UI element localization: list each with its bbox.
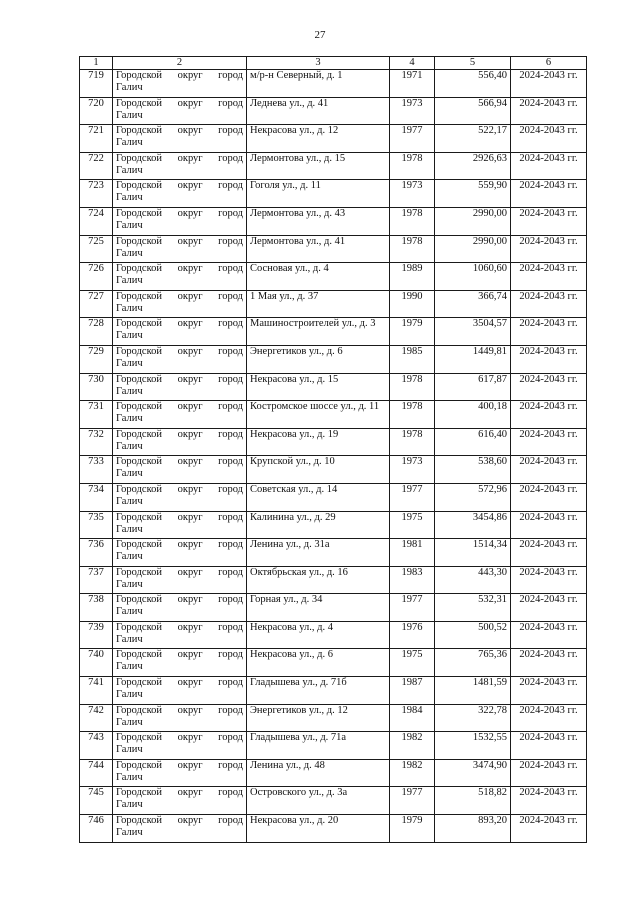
address-cell: Некрасова ул., д. 4 — [247, 621, 390, 649]
row-number: 736 — [80, 539, 113, 567]
area-cell: 400,18 — [435, 401, 511, 429]
table-row — [80, 511, 587, 539]
address-cell: Ленина ул., д. 48 — [247, 759, 390, 787]
year-cell: 1982 — [390, 732, 435, 760]
municipality-cell: Городской округ город Галич — [113, 649, 247, 677]
municipality-cell: Городской округ город Галич — [113, 677, 247, 705]
area-cell: 765,36 — [435, 649, 511, 677]
row-number: 731 — [80, 401, 113, 429]
period-cell: 2024-2043 гг. — [511, 732, 587, 760]
address-cell: 1 Мая ул., д. 37 — [247, 290, 390, 318]
table-row — [80, 428, 587, 456]
row-number: 737 — [80, 566, 113, 594]
table-row — [80, 456, 587, 484]
address-cell: Ленина ул., д. 31а — [247, 539, 390, 567]
column-header: 1 — [80, 57, 113, 70]
year-cell: 1978 — [390, 401, 435, 429]
area-cell: 522,17 — [435, 125, 511, 153]
address-cell: Лермонтова ул., д. 41 — [247, 235, 390, 263]
municipality-cell: Городской округ город Галич — [113, 97, 247, 125]
row-number: 732 — [80, 428, 113, 456]
year-cell: 1981 — [390, 539, 435, 567]
row-number: 729 — [80, 345, 113, 373]
area-cell: 1449,81 — [435, 345, 511, 373]
address-cell: Некрасова ул., д. 12 — [247, 125, 390, 153]
period-cell: 2024-2043 гг. — [511, 621, 587, 649]
year-cell: 1971 — [390, 70, 435, 98]
address-cell: Калинина ул., д. 29 — [247, 511, 390, 539]
table-row — [80, 759, 587, 787]
row-number: 724 — [80, 207, 113, 235]
table-row — [80, 566, 587, 594]
period-cell: 2024-2043 гг. — [511, 704, 587, 732]
row-number: 721 — [80, 125, 113, 153]
address-cell: Лермонтова ул., д. 15 — [247, 152, 390, 180]
area-cell: 3474,90 — [435, 759, 511, 787]
page-number: 27 — [314, 29, 326, 41]
address-cell: Советская ул., д. 14 — [247, 483, 390, 511]
row-number: 733 — [80, 456, 113, 484]
period-cell: 2024-2043 гг. — [511, 290, 587, 318]
address-cell: Некрасова ул., д. 20 — [247, 815, 390, 843]
area-cell: 566,94 — [435, 97, 511, 125]
period-cell: 2024-2043 гг. — [511, 677, 587, 705]
address-cell: Гладышева ул., д. 71а — [247, 732, 390, 760]
municipality-cell: Городской округ город Галич — [113, 263, 247, 291]
row-number: 739 — [80, 621, 113, 649]
table-row — [80, 263, 587, 291]
year-cell: 1978 — [390, 235, 435, 263]
municipality-cell: Городской округ город Галич — [113, 401, 247, 429]
area-cell: 559,90 — [435, 180, 511, 208]
period-cell: 2024-2043 гг. — [511, 180, 587, 208]
table-row — [80, 649, 587, 677]
year-cell: 1990 — [390, 290, 435, 318]
table-row — [80, 235, 587, 263]
column-header: 5 — [435, 57, 511, 70]
table-row — [80, 677, 587, 705]
period-cell: 2024-2043 гг. — [511, 787, 587, 815]
year-cell: 1975 — [390, 511, 435, 539]
table-row — [80, 732, 587, 760]
period-cell: 2024-2043 гг. — [511, 456, 587, 484]
year-cell: 1987 — [390, 677, 435, 705]
row-number: 738 — [80, 594, 113, 622]
year-cell: 1982 — [390, 759, 435, 787]
year-cell: 1977 — [390, 483, 435, 511]
row-number: 742 — [80, 704, 113, 732]
municipality-cell: Городской округ город Галич — [113, 125, 247, 153]
municipality-cell: Городской округ город Галич — [113, 456, 247, 484]
address-cell: м/р-н Северный, д. 1 — [247, 70, 390, 98]
row-number: 735 — [80, 511, 113, 539]
column-header: 3 — [247, 57, 390, 70]
municipality-cell: Городской округ город Галич — [113, 566, 247, 594]
area-cell: 443,30 — [435, 566, 511, 594]
area-cell: 322,78 — [435, 704, 511, 732]
column-header: 4 — [390, 57, 435, 70]
municipality-cell: Городской округ город Галич — [113, 70, 247, 98]
municipality-cell: Городской округ город Галич — [113, 180, 247, 208]
municipality-cell: Городской округ город Галич — [113, 704, 247, 732]
row-number: 720 — [80, 97, 113, 125]
area-cell: 893,20 — [435, 815, 511, 843]
period-cell: 2024-2043 гг. — [511, 235, 587, 263]
area-cell: 2926,63 — [435, 152, 511, 180]
table-row — [80, 125, 587, 153]
year-cell: 1977 — [390, 125, 435, 153]
period-cell: 2024-2043 гг. — [511, 318, 587, 346]
row-number: 740 — [80, 649, 113, 677]
municipality-cell: Городской округ город Галич — [113, 759, 247, 787]
address-cell: Лермонтова ул., д. 43 — [247, 207, 390, 235]
year-cell: 1983 — [390, 566, 435, 594]
municipality-cell: Городской округ город Галич — [113, 235, 247, 263]
period-cell: 2024-2043 гг. — [511, 152, 587, 180]
period-cell: 2024-2043 гг. — [511, 483, 587, 511]
table-row — [80, 70, 587, 98]
address-cell: Некрасова ул., д. 6 — [247, 649, 390, 677]
table-row — [80, 180, 587, 208]
address-cell: Гладышева ул., д. 71б — [247, 677, 390, 705]
municipality-cell: Городской округ город Галич — [113, 483, 247, 511]
period-cell: 2024-2043 гг. — [511, 345, 587, 373]
address-cell: Гоголя ул., д. 11 — [247, 180, 390, 208]
period-cell: 2024-2043 гг. — [511, 594, 587, 622]
table-row — [80, 539, 587, 567]
area-cell: 1532,55 — [435, 732, 511, 760]
municipality-cell: Городской округ город Галич — [113, 732, 247, 760]
area-cell: 1060,60 — [435, 263, 511, 291]
area-cell: 500,52 — [435, 621, 511, 649]
address-cell: Костромское шоссе ул., д. 11 — [247, 401, 390, 429]
year-cell: 1977 — [390, 787, 435, 815]
period-cell: 2024-2043 гг. — [511, 511, 587, 539]
table-row — [80, 97, 587, 125]
period-cell: 2024-2043 гг. — [511, 428, 587, 456]
year-cell: 1989 — [390, 263, 435, 291]
area-cell: 616,40 — [435, 428, 511, 456]
row-number: 730 — [80, 373, 113, 401]
table-row — [80, 318, 587, 346]
address-cell: Машиностроителей ул., д. 3 — [247, 318, 390, 346]
address-cell: Сосновая ул., д. 4 — [247, 263, 390, 291]
area-cell: 532,31 — [435, 594, 511, 622]
year-cell: 1979 — [390, 815, 435, 843]
row-number: 719 — [80, 70, 113, 98]
area-cell: 2990,00 — [435, 235, 511, 263]
municipality-cell: Городской округ город Галич — [113, 511, 247, 539]
table-row — [80, 152, 587, 180]
address-cell: Энергетиков ул., д. 12 — [247, 704, 390, 732]
table-row — [80, 621, 587, 649]
table-row — [80, 290, 587, 318]
housing-registry-table — [79, 56, 587, 843]
period-cell: 2024-2043 гг. — [511, 566, 587, 594]
municipality-cell: Городской округ город Галич — [113, 318, 247, 346]
period-cell: 2024-2043 гг. — [511, 539, 587, 567]
year-cell: 1978 — [390, 152, 435, 180]
address-cell: Леднева ул., д. 41 — [247, 97, 390, 125]
period-cell: 2024-2043 гг. — [511, 70, 587, 98]
table-row — [80, 483, 587, 511]
row-number: 722 — [80, 152, 113, 180]
table-row — [80, 594, 587, 622]
row-number: 743 — [80, 732, 113, 760]
row-number: 745 — [80, 787, 113, 815]
year-cell: 1976 — [390, 621, 435, 649]
address-cell: Энергетиков ул., д. 6 — [247, 345, 390, 373]
year-cell: 1978 — [390, 428, 435, 456]
address-cell: Некрасова ул., д. 15 — [247, 373, 390, 401]
table-row — [80, 373, 587, 401]
row-number: 727 — [80, 290, 113, 318]
table-header-row — [80, 57, 587, 70]
year-cell: 1979 — [390, 318, 435, 346]
area-cell: 366,74 — [435, 290, 511, 318]
period-cell: 2024-2043 гг. — [511, 649, 587, 677]
period-cell: 2024-2043 гг. — [511, 263, 587, 291]
period-cell: 2024-2043 гг. — [511, 373, 587, 401]
table-row — [80, 787, 587, 815]
area-cell: 1514,34 — [435, 539, 511, 567]
year-cell: 1973 — [390, 180, 435, 208]
municipality-cell: Городской округ город Галич — [113, 787, 247, 815]
row-number: 723 — [80, 180, 113, 208]
municipality-cell: Городской округ город Галич — [113, 207, 247, 235]
municipality-cell: Городской округ город Галич — [113, 621, 247, 649]
municipality-cell: Городской округ город Галич — [113, 539, 247, 567]
year-cell: 1978 — [390, 373, 435, 401]
period-cell: 2024-2043 гг. — [511, 401, 587, 429]
municipality-cell: Городской округ город Галич — [113, 152, 247, 180]
municipality-cell: Городской округ город Галич — [113, 345, 247, 373]
column-header: 2 — [113, 57, 247, 70]
row-number: 741 — [80, 677, 113, 705]
year-cell: 1984 — [390, 704, 435, 732]
address-cell: Островского ул., д. 3а — [247, 787, 390, 815]
table-row — [80, 401, 587, 429]
period-cell: 2024-2043 гг. — [511, 125, 587, 153]
address-cell: Некрасова ул., д. 19 — [247, 428, 390, 456]
address-cell: Крупской ул., д. 10 — [247, 456, 390, 484]
period-cell: 2024-2043 гг. — [511, 759, 587, 787]
row-number: 744 — [80, 759, 113, 787]
municipality-cell: Городской округ город Галич — [113, 290, 247, 318]
area-cell: 538,60 — [435, 456, 511, 484]
year-cell: 1973 — [390, 456, 435, 484]
year-cell: 1978 — [390, 207, 435, 235]
year-cell: 1985 — [390, 345, 435, 373]
table-row — [80, 207, 587, 235]
year-cell: 1973 — [390, 97, 435, 125]
year-cell: 1977 — [390, 594, 435, 622]
area-cell: 617,87 — [435, 373, 511, 401]
period-cell: 2024-2043 гг. — [511, 97, 587, 125]
area-cell: 556,40 — [435, 70, 511, 98]
table-row — [80, 345, 587, 373]
area-cell: 518,82 — [435, 787, 511, 815]
table-row — [80, 704, 587, 732]
row-number: 734 — [80, 483, 113, 511]
address-cell: Горная ул., д. 34 — [247, 594, 390, 622]
address-cell: Октябрьская ул., д. 16 — [247, 566, 390, 594]
municipality-cell: Городской округ город Галич — [113, 594, 247, 622]
period-cell: 2024-2043 гг. — [511, 815, 587, 843]
municipality-cell: Городской округ город Галич — [113, 373, 247, 401]
municipality-cell: Городской округ город Галич — [113, 428, 247, 456]
row-number: 746 — [80, 815, 113, 843]
row-number: 728 — [80, 318, 113, 346]
area-cell: 572,96 — [435, 483, 511, 511]
table-row — [80, 815, 587, 843]
year-cell: 1975 — [390, 649, 435, 677]
row-number: 726 — [80, 263, 113, 291]
area-cell: 3454,86 — [435, 511, 511, 539]
row-number: 725 — [80, 235, 113, 263]
area-cell: 2990,00 — [435, 207, 511, 235]
period-cell: 2024-2043 гг. — [511, 207, 587, 235]
area-cell: 1481,59 — [435, 677, 511, 705]
municipality-cell: Городской округ город Галич — [113, 815, 247, 843]
area-cell: 3504,57 — [435, 318, 511, 346]
column-header: 6 — [511, 57, 587, 70]
